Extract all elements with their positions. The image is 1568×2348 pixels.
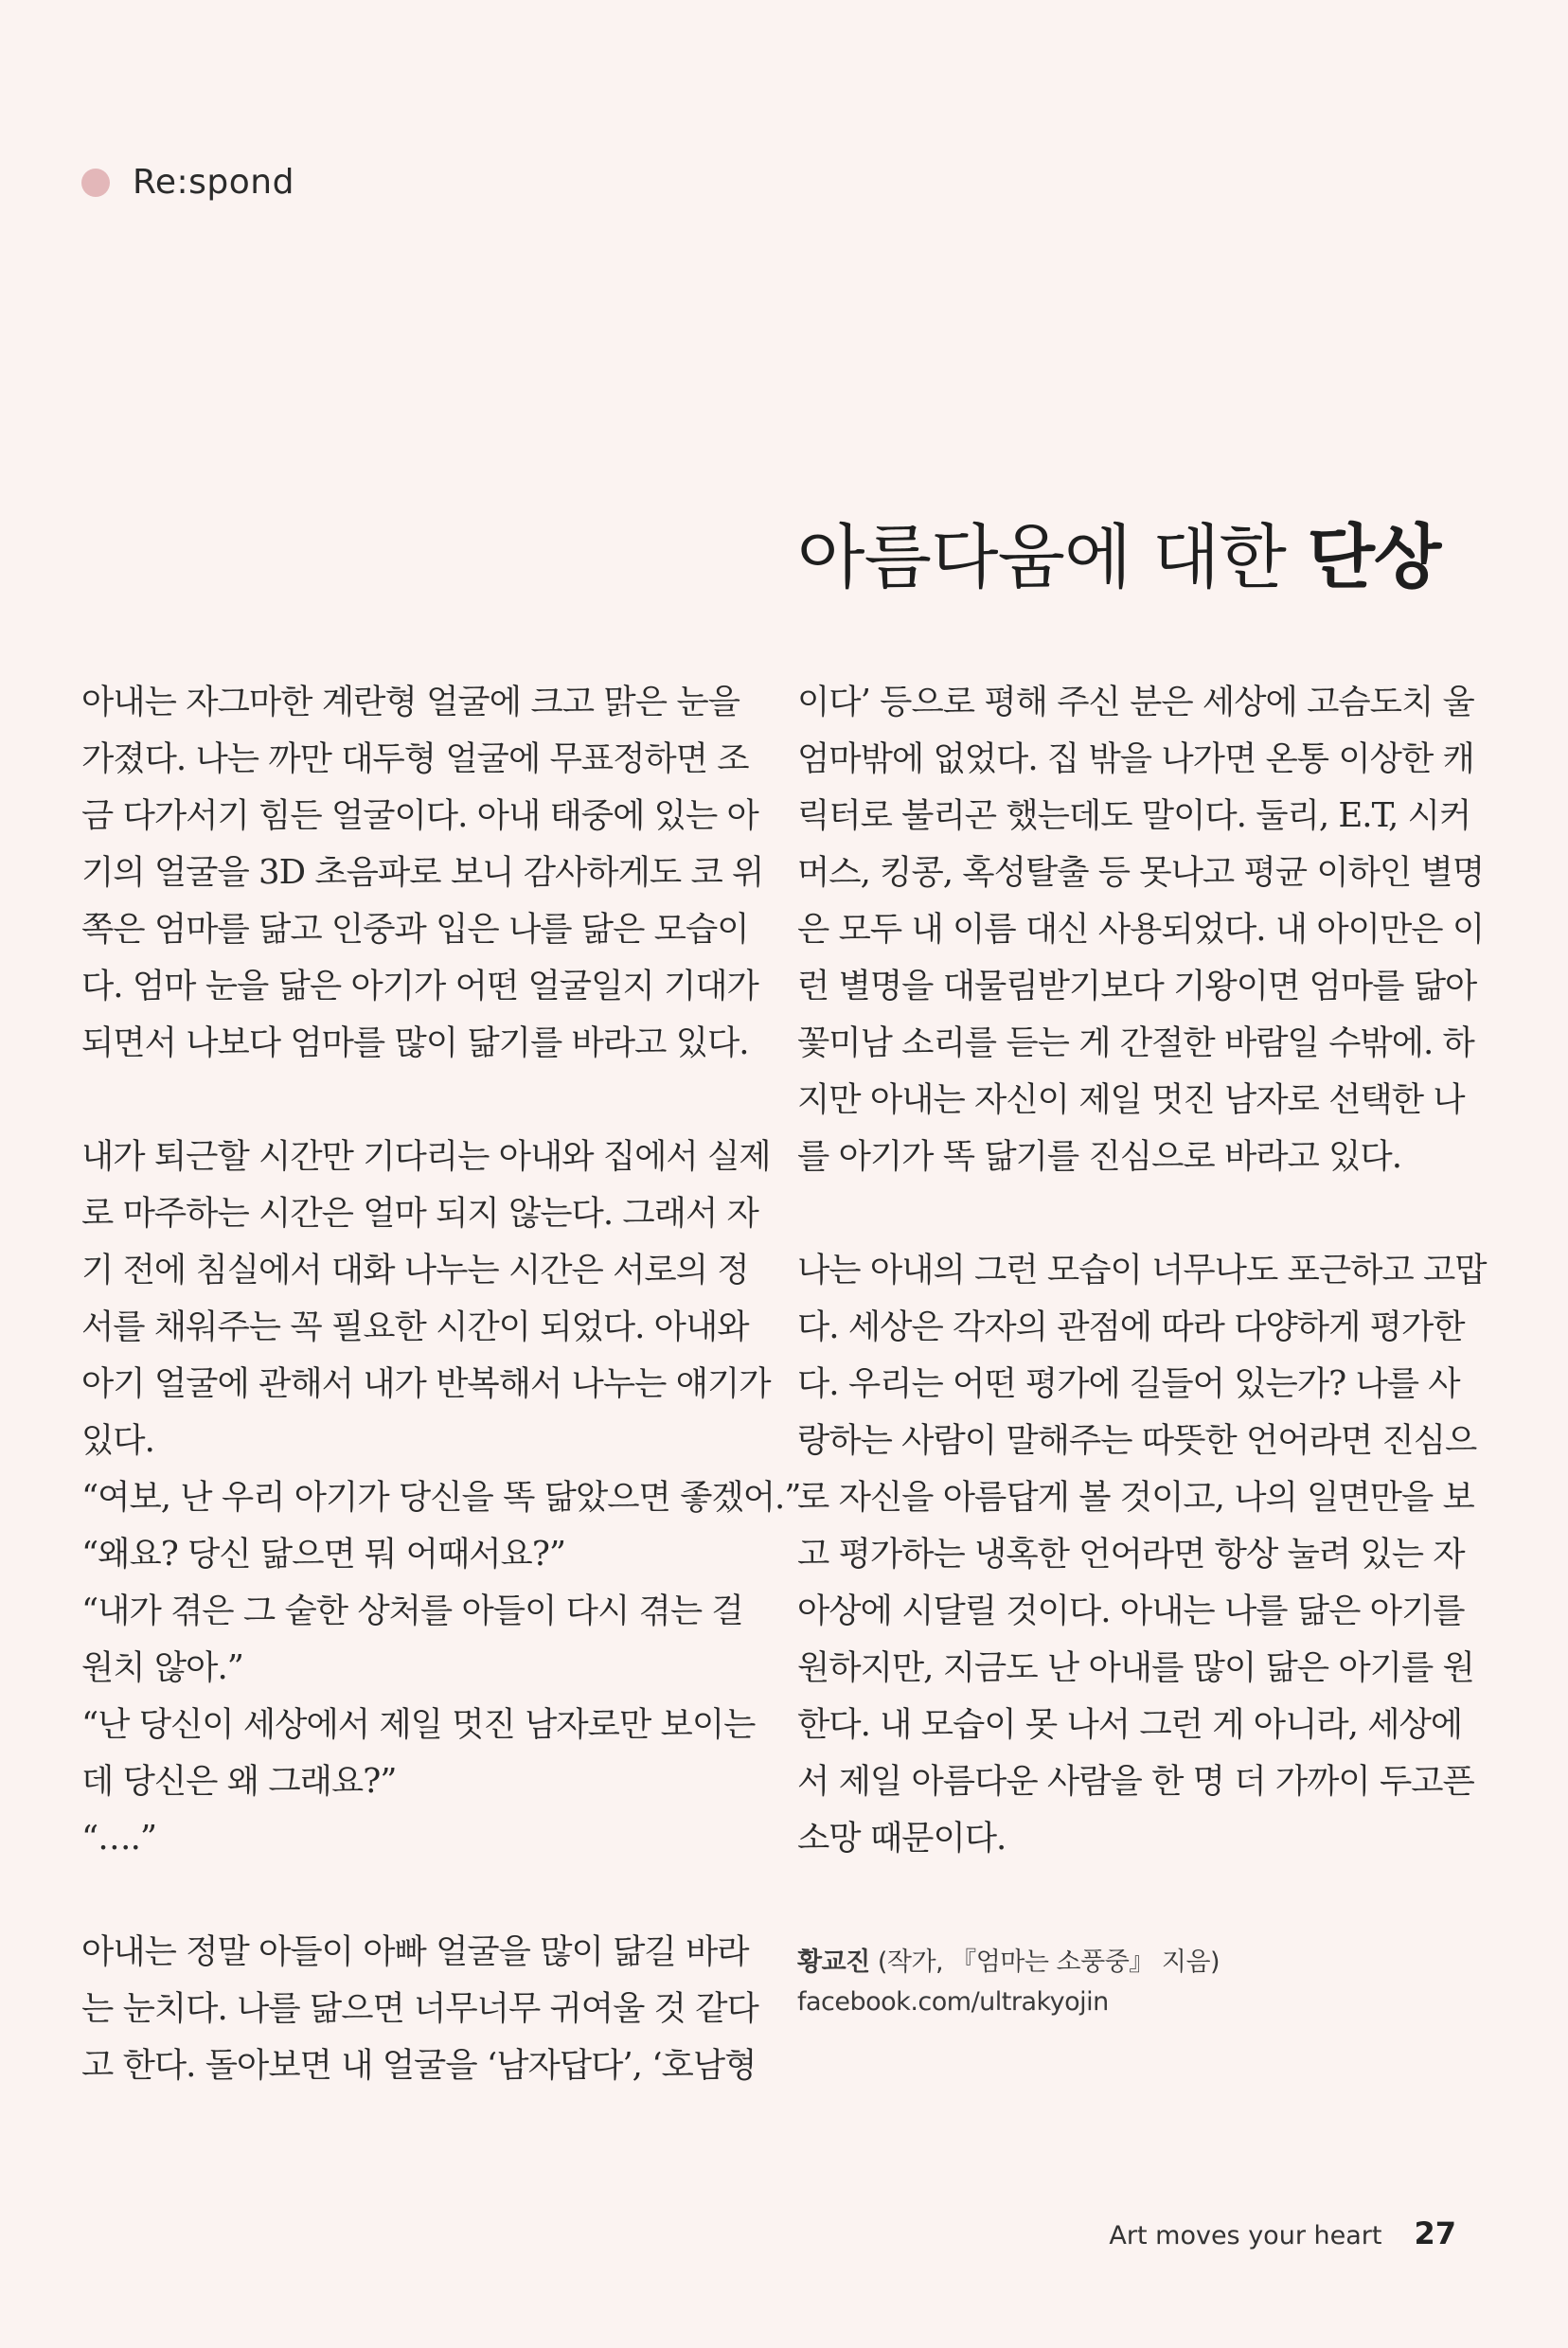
text-line: 가졌다. 나는 까만 대두형 얼굴에 무표정하면 조 xyxy=(81,739,749,778)
text-line: 나는 아내의 그런 모습이 너무나도 포근하고 고맙 xyxy=(797,1251,1487,1290)
author-byline xyxy=(797,1943,1220,1983)
author-link[interactable]: facebook.com/ultrakyojin xyxy=(797,1987,1109,2017)
title-emphasis: 단상 xyxy=(1307,517,1441,598)
right-column xyxy=(797,674,1487,1867)
text-line: 아상에 시달릴 것이다. 아내는 나를 닮은 아기를 xyxy=(797,1592,1465,1630)
dialogue-line: 데 당신은 왜 그래요?” xyxy=(81,1762,397,1801)
text-line: 를 아기가 똑 닮기를 진심으로 바라고 있다. xyxy=(797,1137,1401,1176)
text-line: 지만 아내는 자신이 제일 멋진 남자로 선택한 나 xyxy=(797,1080,1465,1119)
text-line: 원하지만, 지금도 난 아내를 많이 닮은 아기를 원 xyxy=(797,1648,1474,1687)
text-line: 엄마밖에 없었다. 집 밖을 나가면 온통 이상한 캐 xyxy=(797,739,1474,778)
dialogue-line: “….” xyxy=(81,1819,157,1858)
text-line: 고 한다. 돌아보면 내 얼굴을 ‘남자답다’, ‘호남형 xyxy=(81,2046,757,2085)
text-line: 이다’ 등으로 평해 주신 분은 세상에 고슴도치 울 xyxy=(797,683,1474,721)
text-line: 한다. 내 모습이 못 나서 그런 게 아니라, 세상에 xyxy=(797,1705,1463,1744)
section-tag xyxy=(81,163,294,202)
text-line: 내가 퇴근할 시간만 기다리는 아내와 집에서 실제 xyxy=(81,1137,771,1176)
section-dot-icon xyxy=(81,169,110,197)
text-line: 소망 때문이다. xyxy=(797,1819,1007,1858)
dialogue-line: “내가 겪은 그 숱한 상처를 아들이 다시 겪는 걸 xyxy=(81,1592,743,1630)
article-title xyxy=(797,502,1440,602)
paragraph xyxy=(81,1924,758,2094)
paragraph xyxy=(797,1242,1487,1867)
text-line: 다. 세상은 각자의 관점에 따라 다양하게 평가한 xyxy=(797,1307,1465,1346)
paragraph xyxy=(81,1129,801,1867)
text-line: 는 눈치다. 나를 닮으면 너무너무 귀여울 것 같다 xyxy=(81,1989,758,2028)
text-line: 은 모두 내 이름 대신 사용되었다. 내 아이만은 이 xyxy=(797,910,1485,949)
page-footer xyxy=(1109,2215,1456,2251)
text-line: 서 제일 아름다운 사람을 한 명 더 가까이 두고픈 xyxy=(797,1762,1474,1801)
text-line: 쪽은 엄마를 닮고 인중과 입은 나를 닮은 모습이 xyxy=(81,910,749,949)
author-desc: (작가, 『엄마는 소풍중』 지음) xyxy=(877,1948,1221,1977)
left-column xyxy=(81,674,801,2094)
paragraph xyxy=(81,674,764,1072)
text-line: 아내는 정말 아들이 아빠 얼굴을 많이 닮길 바라 xyxy=(81,1932,749,1971)
text-line: 꽃미남 소리를 듣는 게 간절한 바람일 수밖에. 하 xyxy=(797,1023,1474,1062)
footer-tagline: Art moves your heart xyxy=(1109,2221,1382,2250)
author-name: 황교진 xyxy=(797,1948,870,1977)
text-line: 다. 엄마 눈을 닮은 아기가 어떤 얼굴일지 기대가 xyxy=(81,967,758,1005)
text-line: 다. 우리는 어떤 평가에 길들어 있는가? 나를 사 xyxy=(797,1364,1460,1403)
text-line: 랑하는 사람이 말해주는 따뜻한 언어라면 진심으 xyxy=(797,1421,1477,1460)
text-line: 기 전에 침실에서 대화 나누는 시간은 서로의 정 xyxy=(81,1251,749,1290)
dialogue-line: “왜요? 당신 닮으면 뭐 어때서요?” xyxy=(81,1535,566,1574)
section-label: Re:spond xyxy=(133,163,294,202)
text-line: 머스, 킹콩, 혹성탈출 등 못나고 평균 이하인 별명 xyxy=(797,853,1485,892)
text-line: 있다. xyxy=(81,1421,154,1460)
dialogue-line: 원치 않아.” xyxy=(81,1648,243,1687)
page-number: 27 xyxy=(1414,2215,1456,2251)
text-line: 런 별명을 대물림받기보다 기왕이면 엄마를 닮아 xyxy=(797,967,1477,1005)
paragraph xyxy=(797,674,1485,1185)
text-line: 릭터로 불리곤 했는데도 말이다. 둘리, E.T, 시커 xyxy=(797,796,1471,835)
text-line: 아내는 자그마한 계란형 얼굴에 크고 맑은 눈을 xyxy=(81,683,739,721)
text-line: 고 평가하는 냉혹한 언어라면 항상 눌려 있는 자 xyxy=(797,1535,1465,1574)
dialogue-line: “여보, 난 우리 아기가 당신을 똑 닮았으면 좋겠어.” xyxy=(81,1478,801,1517)
text-line: 금 다가서기 힘든 얼굴이다. 아내 태중에 있는 아 xyxy=(81,796,758,835)
text-line: 기의 얼굴을 3D 초음파로 보니 감사하게도 코 위 xyxy=(81,853,764,892)
author-credit xyxy=(797,1943,1220,2022)
text-line: 로 자신을 아름답게 볼 것이고, 나의 일면만을 보 xyxy=(797,1478,1474,1517)
text-line: 서를 채워주는 꼭 필요한 시간이 되었다. 아내와 xyxy=(81,1307,749,1346)
text-line: 로 마주하는 시간은 얼마 되지 않는다. 그래서 자 xyxy=(81,1194,758,1233)
text-line: 되면서 나보다 엄마를 많이 닮기를 바라고 있다. xyxy=(81,1023,749,1062)
title-main: 아름다움에 대한 xyxy=(797,517,1286,598)
dialogue-line: “난 당신이 세상에서 제일 멋진 남자로만 보이는 xyxy=(81,1705,756,1744)
text-line: 아기 얼굴에 관해서 내가 반복해서 나누는 얘기가 xyxy=(81,1364,771,1403)
